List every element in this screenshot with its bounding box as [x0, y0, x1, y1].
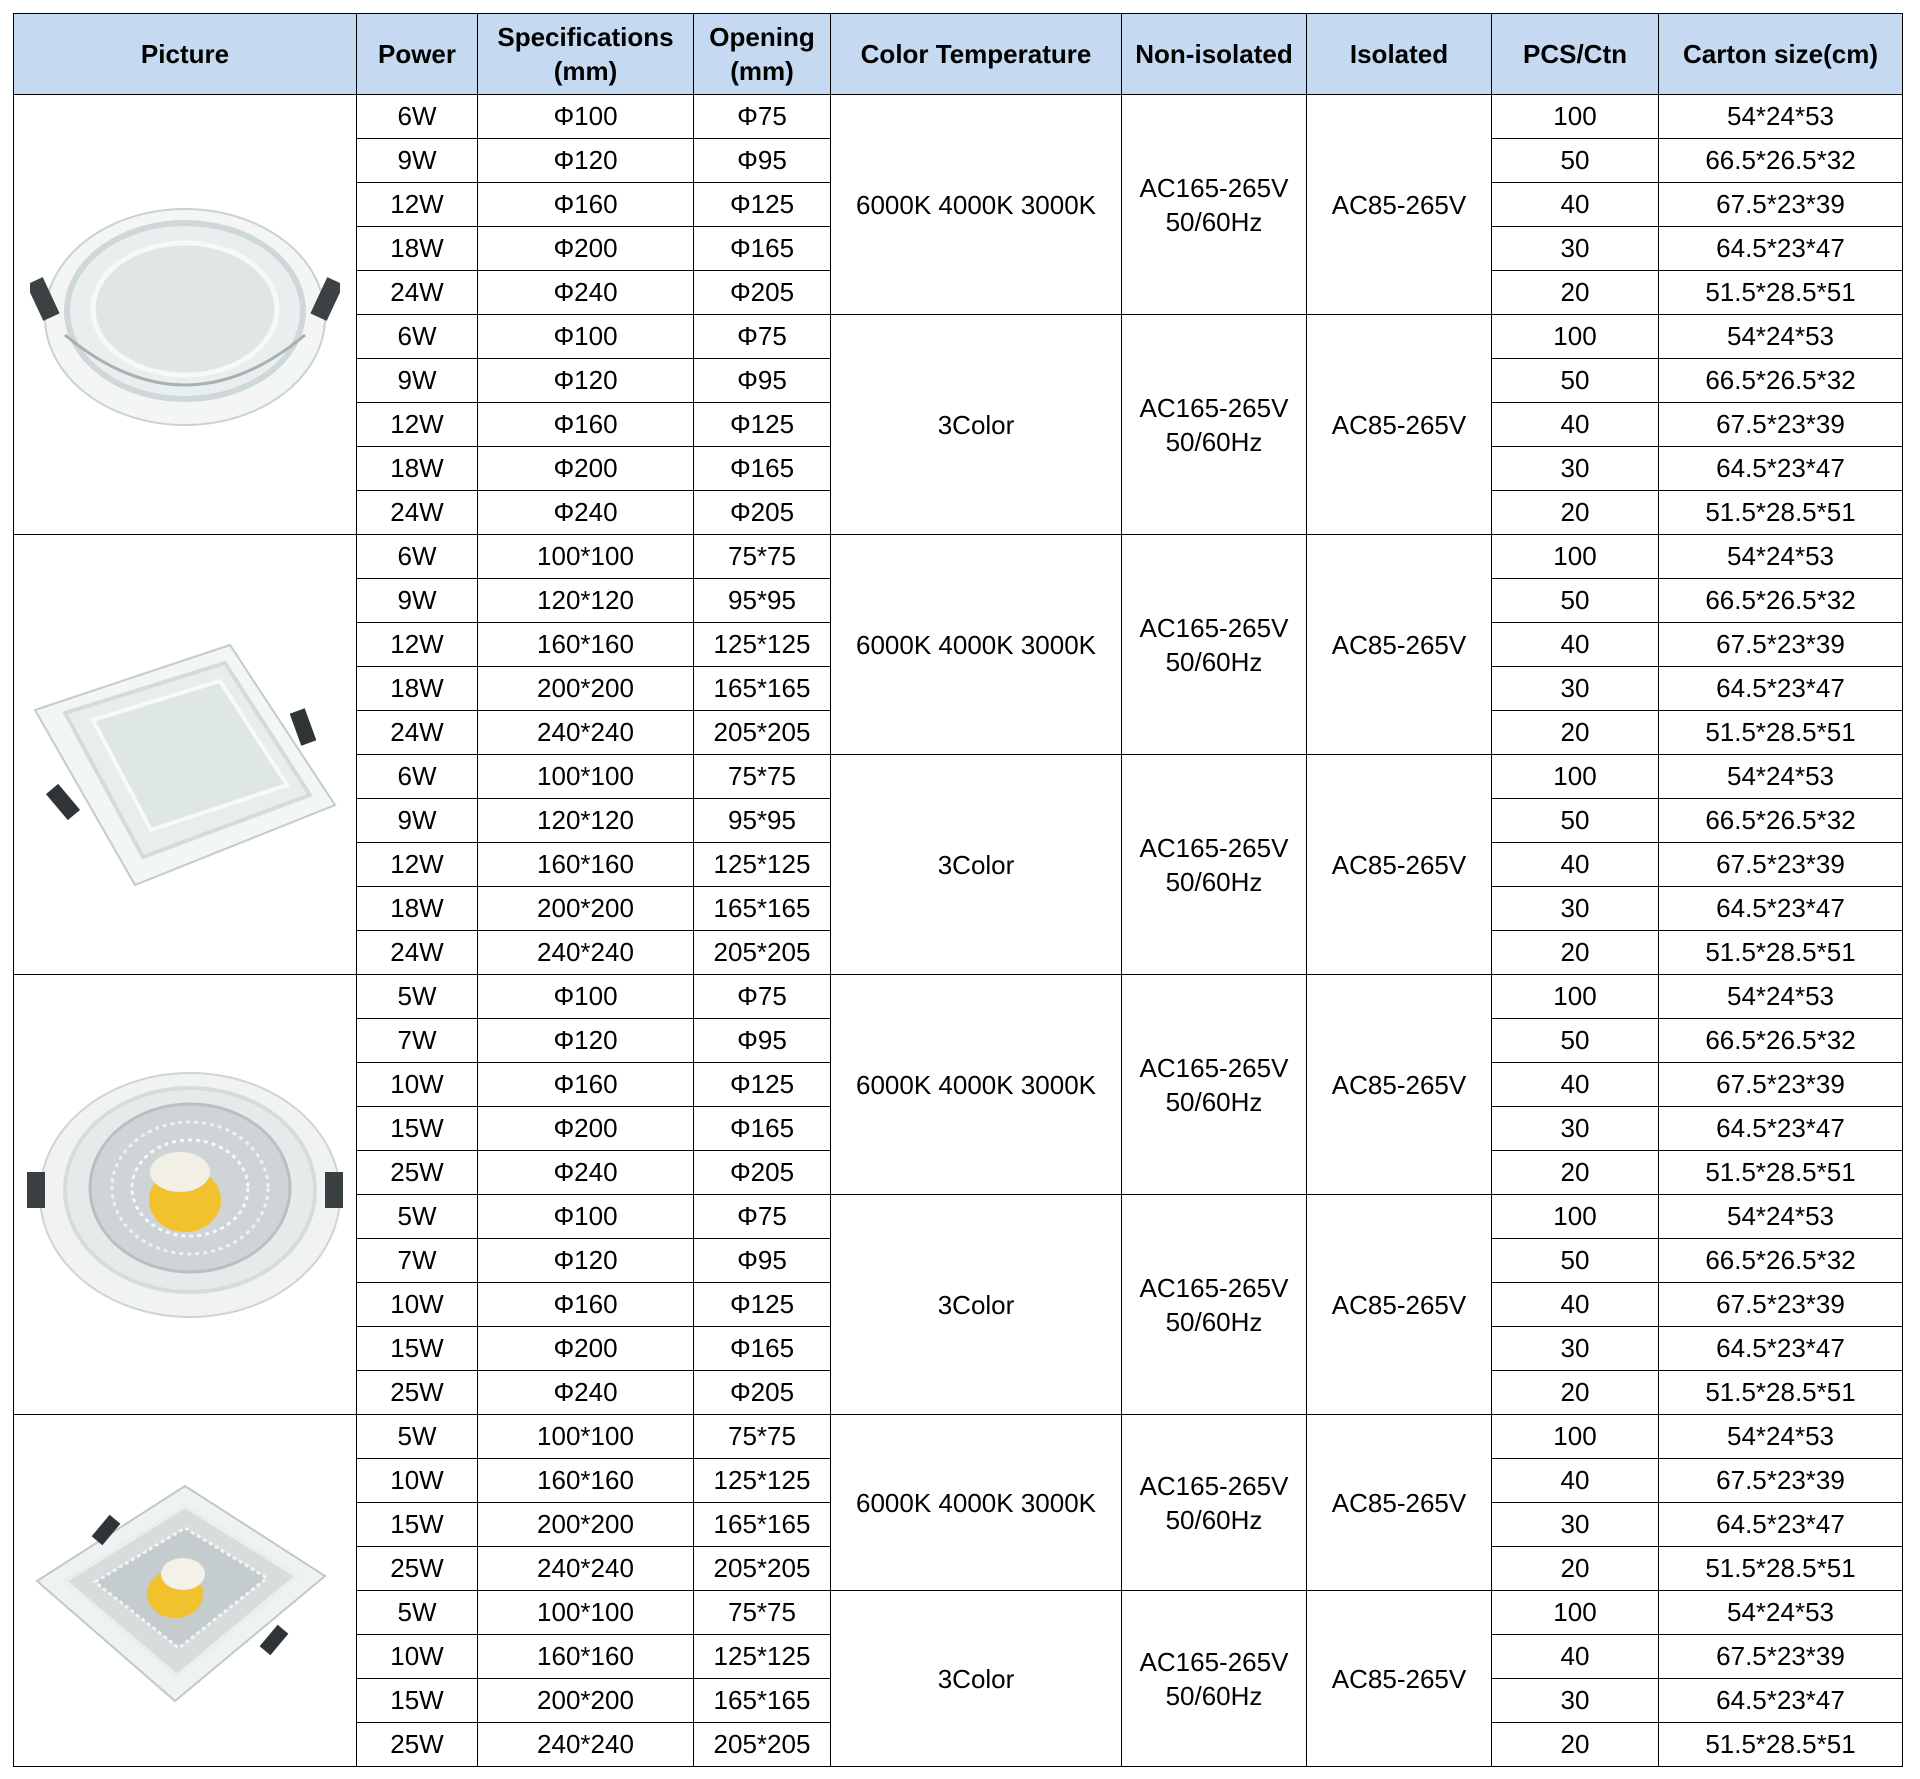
table-row [14, 1415, 1903, 1459]
opening-cell: 165*165 [694, 667, 831, 711]
specification-cell: 200*200 [478, 1679, 694, 1723]
specification-cell: 100*100 [478, 535, 694, 579]
power-cell: 5W [357, 1591, 478, 1635]
pcs-per-carton-cell: 50 [1492, 579, 1659, 623]
specification-cell: 200*200 [478, 1503, 694, 1547]
non-isolated-cell: AC165-265V 50/60Hz [1122, 315, 1307, 535]
carton-size-cell: 54*24*53 [1659, 95, 1903, 139]
carton-size-cell: 54*24*53 [1659, 1195, 1903, 1239]
specification-cell: Φ160 [478, 1283, 694, 1327]
product-picture [14, 1415, 357, 1767]
specification-cell: Φ120 [478, 1239, 694, 1283]
non-isolated-cell: AC165-265V 50/60Hz [1122, 95, 1307, 315]
specification-cell: Φ240 [478, 1371, 694, 1415]
table-body [14, 95, 1903, 1767]
pcs-per-carton-cell: 30 [1492, 447, 1659, 491]
pcs-per-carton-cell: 40 [1492, 1459, 1659, 1503]
power-cell: 12W [357, 623, 478, 667]
power-cell: 7W [357, 1019, 478, 1063]
round-cob-downlight-icon [14, 1060, 356, 1330]
carton-size-cell: 66.5*26.5*32 [1659, 1239, 1903, 1283]
specification-cell: 160*160 [478, 623, 694, 667]
power-cell: 18W [357, 447, 478, 491]
opening-cell: Φ95 [694, 1239, 831, 1283]
specification-cell: 240*240 [478, 1547, 694, 1591]
color-temperature-cell: 3Color [831, 755, 1122, 975]
header-power: Power [357, 14, 478, 95]
pcs-per-carton-cell: 30 [1492, 227, 1659, 271]
pcs-per-carton-cell: 30 [1492, 1679, 1659, 1723]
pcs-per-carton-cell: 100 [1492, 1591, 1659, 1635]
color-temperature-cell: 6000K 4000K 3000K [831, 975, 1122, 1195]
carton-size-cell: 51.5*28.5*51 [1659, 1151, 1903, 1195]
pcs-per-carton-cell: 40 [1492, 843, 1659, 887]
pcs-per-carton-cell: 50 [1492, 799, 1659, 843]
specification-cell: 240*240 [478, 931, 694, 975]
specification-cell: Φ200 [478, 1327, 694, 1371]
pcs-per-carton-cell: 20 [1492, 1547, 1659, 1591]
power-cell: 25W [357, 1547, 478, 1591]
opening-cell: 205*205 [694, 711, 831, 755]
isolated-cell: AC85-265V [1307, 1591, 1492, 1767]
header-non-isolated: Non-isolated [1122, 14, 1307, 95]
pcs-per-carton-cell: 40 [1492, 403, 1659, 447]
specification-cell: 160*160 [478, 1459, 694, 1503]
power-cell: 6W [357, 315, 478, 359]
power-cell: 24W [357, 491, 478, 535]
opening-cell: Φ205 [694, 1151, 831, 1195]
isolated-cell: AC85-265V [1307, 1415, 1492, 1591]
opening-cell: Φ75 [694, 95, 831, 139]
header-specifications: Specifications (mm) [478, 14, 694, 95]
opening-cell: Φ205 [694, 491, 831, 535]
opening-cell: 165*165 [694, 887, 831, 931]
power-cell: 9W [357, 799, 478, 843]
table-row [14, 535, 1903, 579]
specification-cell: Φ120 [478, 359, 694, 403]
opening-cell: 95*95 [694, 579, 831, 623]
pcs-per-carton-cell: 40 [1492, 1283, 1659, 1327]
pcs-per-carton-cell: 50 [1492, 1239, 1659, 1283]
opening-cell: Φ95 [694, 359, 831, 403]
pcs-per-carton-cell: 40 [1492, 183, 1659, 227]
carton-size-cell: 64.5*23*47 [1659, 227, 1903, 271]
opening-cell: Φ205 [694, 271, 831, 315]
carton-size-cell: 64.5*23*47 [1659, 447, 1903, 491]
power-cell: 12W [357, 183, 478, 227]
power-cell: 24W [357, 271, 478, 315]
specification-cell: Φ120 [478, 1019, 694, 1063]
power-cell: 5W [357, 975, 478, 1019]
specification-cell: 120*120 [478, 799, 694, 843]
carton-size-cell: 64.5*23*47 [1659, 667, 1903, 711]
header-color-temperature: Color Temperature [831, 14, 1122, 95]
specification-cell: Φ200 [478, 447, 694, 491]
isolated-cell: AC85-265V [1307, 535, 1492, 755]
opening-cell: Φ95 [694, 139, 831, 183]
opening-cell: Φ125 [694, 1063, 831, 1107]
carton-size-cell: 51.5*28.5*51 [1659, 491, 1903, 535]
pcs-per-carton-cell: 30 [1492, 1107, 1659, 1151]
specification-cell: 160*160 [478, 843, 694, 887]
color-temperature-cell: 3Color [831, 1195, 1122, 1415]
power-cell: 12W [357, 403, 478, 447]
opening-cell: 125*125 [694, 1635, 831, 1679]
power-cell: 10W [357, 1635, 478, 1679]
carton-size-cell: 64.5*23*47 [1659, 887, 1903, 931]
carton-size-cell: 66.5*26.5*32 [1659, 139, 1903, 183]
power-cell: 9W [357, 579, 478, 623]
square-cob-downlight-icon [14, 1476, 356, 1706]
opening-cell: 125*125 [694, 623, 831, 667]
power-cell: 18W [357, 667, 478, 711]
power-cell: 18W [357, 227, 478, 271]
power-cell: 15W [357, 1327, 478, 1371]
opening-cell: Φ75 [694, 315, 831, 359]
opening-cell: Φ95 [694, 1019, 831, 1063]
carton-size-cell: 51.5*28.5*51 [1659, 1547, 1903, 1591]
carton-size-cell: 54*24*53 [1659, 535, 1903, 579]
power-cell: 10W [357, 1063, 478, 1107]
power-cell: 9W [357, 139, 478, 183]
opening-cell: Φ75 [694, 975, 831, 1019]
power-cell: 24W [357, 711, 478, 755]
pcs-per-carton-cell: 100 [1492, 1195, 1659, 1239]
power-cell: 25W [357, 1371, 478, 1415]
table-row [14, 975, 1903, 1019]
color-temperature-cell: 6000K 4000K 3000K [831, 535, 1122, 755]
pcs-per-carton-cell: 20 [1492, 271, 1659, 315]
opening-cell: 75*75 [694, 755, 831, 799]
isolated-cell: AC85-265V [1307, 315, 1492, 535]
carton-size-cell: 66.5*26.5*32 [1659, 579, 1903, 623]
pcs-per-carton-cell: 40 [1492, 1635, 1659, 1679]
specification-cell: 100*100 [478, 755, 694, 799]
pcs-per-carton-cell: 50 [1492, 359, 1659, 403]
specification-cell: Φ100 [478, 315, 694, 359]
table-row [14, 95, 1903, 139]
color-temperature-cell: 6000K 4000K 3000K [831, 1415, 1122, 1591]
isolated-cell: AC85-265V [1307, 975, 1492, 1195]
carton-size-cell: 66.5*26.5*32 [1659, 359, 1903, 403]
power-cell: 15W [357, 1679, 478, 1723]
specification-cell: Φ240 [478, 491, 694, 535]
pcs-per-carton-cell: 50 [1492, 1019, 1659, 1063]
header-picture: Picture [14, 14, 357, 95]
power-cell: 18W [357, 887, 478, 931]
pcs-per-carton-cell: 100 [1492, 95, 1659, 139]
carton-size-cell: 51.5*28.5*51 [1659, 1371, 1903, 1415]
pcs-per-carton-cell: 100 [1492, 535, 1659, 579]
opening-cell: Φ75 [694, 1195, 831, 1239]
power-cell: 10W [357, 1459, 478, 1503]
carton-size-cell: 54*24*53 [1659, 975, 1903, 1019]
carton-size-cell: 64.5*23*47 [1659, 1679, 1903, 1723]
specification-cell: Φ240 [478, 271, 694, 315]
isolated-cell: AC85-265V [1307, 95, 1492, 315]
opening-cell: Φ165 [694, 227, 831, 271]
carton-size-cell: 51.5*28.5*51 [1659, 1723, 1903, 1767]
specification-cell: Φ160 [478, 403, 694, 447]
opening-cell: Φ165 [694, 1107, 831, 1151]
square-glass-panel-light-icon [14, 605, 356, 905]
header-carton-size: Carton size(cm) [1659, 14, 1903, 95]
specification-cell: Φ100 [478, 95, 694, 139]
carton-size-cell: 51.5*28.5*51 [1659, 271, 1903, 315]
opening-cell: Φ205 [694, 1371, 831, 1415]
opening-cell: 75*75 [694, 1591, 831, 1635]
opening-cell: 165*165 [694, 1679, 831, 1723]
carton-size-cell: 67.5*23*39 [1659, 403, 1903, 447]
product-picture [14, 975, 357, 1415]
opening-cell: 205*205 [694, 1547, 831, 1591]
pcs-per-carton-cell: 100 [1492, 755, 1659, 799]
carton-size-cell: 51.5*28.5*51 [1659, 711, 1903, 755]
opening-cell: Φ125 [694, 403, 831, 447]
pcs-per-carton-cell: 30 [1492, 1503, 1659, 1547]
carton-size-cell: 54*24*53 [1659, 755, 1903, 799]
carton-size-cell: 51.5*28.5*51 [1659, 931, 1903, 975]
pcs-per-carton-cell: 40 [1492, 623, 1659, 667]
carton-size-cell: 64.5*23*47 [1659, 1107, 1903, 1151]
opening-cell: 125*125 [694, 843, 831, 887]
specification-cell: 200*200 [478, 887, 694, 931]
opening-cell: 95*95 [694, 799, 831, 843]
spec-table [13, 13, 1903, 1767]
opening-cell: 165*165 [694, 1503, 831, 1547]
power-cell: 6W [357, 95, 478, 139]
header-isolated: Isolated [1307, 14, 1492, 95]
specification-cell: 100*100 [478, 1591, 694, 1635]
specification-cell: 100*100 [478, 1415, 694, 1459]
opening-cell: Φ125 [694, 1283, 831, 1327]
non-isolated-cell: AC165-265V 50/60Hz [1122, 1591, 1307, 1767]
non-isolated-cell: AC165-265V 50/60Hz [1122, 975, 1307, 1195]
power-cell: 12W [357, 843, 478, 887]
opening-cell: 125*125 [694, 1459, 831, 1503]
pcs-per-carton-cell: 100 [1492, 1415, 1659, 1459]
power-cell: 15W [357, 1107, 478, 1151]
specification-cell: Φ100 [478, 975, 694, 1019]
opening-cell: 75*75 [694, 1415, 831, 1459]
opening-cell: 205*205 [694, 931, 831, 975]
power-cell: 6W [357, 755, 478, 799]
carton-size-cell: 66.5*26.5*32 [1659, 1019, 1903, 1063]
non-isolated-cell: AC165-265V 50/60Hz [1122, 755, 1307, 975]
specification-cell: Φ160 [478, 1063, 694, 1107]
non-isolated-cell: AC165-265V 50/60Hz [1122, 535, 1307, 755]
carton-size-cell: 67.5*23*39 [1659, 183, 1903, 227]
power-cell: 5W [357, 1415, 478, 1459]
power-cell: 15W [357, 1503, 478, 1547]
power-cell: 25W [357, 1723, 478, 1767]
isolated-cell: AC85-265V [1307, 1195, 1492, 1415]
pcs-per-carton-cell: 20 [1492, 1151, 1659, 1195]
specification-cell: 120*120 [478, 579, 694, 623]
pcs-per-carton-cell: 20 [1492, 491, 1659, 535]
power-cell: 24W [357, 931, 478, 975]
non-isolated-cell: AC165-265V 50/60Hz [1122, 1415, 1307, 1591]
specification-cell: Φ200 [478, 1107, 694, 1151]
power-cell: 7W [357, 1239, 478, 1283]
product-picture [14, 95, 357, 535]
carton-size-cell: 67.5*23*39 [1659, 1063, 1903, 1107]
pcs-per-carton-cell: 20 [1492, 1371, 1659, 1415]
opening-cell: Φ125 [694, 183, 831, 227]
specification-cell: 160*160 [478, 1635, 694, 1679]
carton-size-cell: 67.5*23*39 [1659, 843, 1903, 887]
specification-cell: 240*240 [478, 1723, 694, 1767]
opening-cell: Φ165 [694, 1327, 831, 1371]
specification-cell: Φ200 [478, 227, 694, 271]
header-opening: Opening (mm) [694, 14, 831, 95]
pcs-per-carton-cell: 30 [1492, 887, 1659, 931]
pcs-per-carton-cell: 100 [1492, 975, 1659, 1019]
opening-cell: 75*75 [694, 535, 831, 579]
pcs-per-carton-cell: 30 [1492, 1327, 1659, 1371]
pcs-per-carton-cell: 100 [1492, 315, 1659, 359]
product-picture [14, 535, 357, 975]
carton-size-cell: 67.5*23*39 [1659, 1459, 1903, 1503]
power-cell: 10W [357, 1283, 478, 1327]
header-row [14, 14, 1903, 95]
non-isolated-cell: AC165-265V 50/60Hz [1122, 1195, 1307, 1415]
pcs-per-carton-cell: 50 [1492, 139, 1659, 183]
color-temperature-cell: 3Color [831, 315, 1122, 535]
carton-size-cell: 54*24*53 [1659, 1591, 1903, 1635]
pcs-per-carton-cell: 20 [1492, 711, 1659, 755]
carton-size-cell: 54*24*53 [1659, 315, 1903, 359]
opening-cell: 205*205 [694, 1723, 831, 1767]
pcs-per-carton-cell: 30 [1492, 667, 1659, 711]
opening-cell: Φ165 [694, 447, 831, 491]
color-temperature-cell: 3Color [831, 1591, 1122, 1767]
power-cell: 6W [357, 535, 478, 579]
color-temperature-cell: 6000K 4000K 3000K [831, 95, 1122, 315]
header-pcs-ctn: PCS/Ctn [1492, 14, 1659, 95]
carton-size-cell: 54*24*53 [1659, 1415, 1903, 1459]
pcs-per-carton-cell: 20 [1492, 931, 1659, 975]
specification-cell: Φ240 [478, 1151, 694, 1195]
carton-size-cell: 67.5*23*39 [1659, 623, 1903, 667]
carton-size-cell: 64.5*23*47 [1659, 1327, 1903, 1371]
isolated-cell: AC85-265V [1307, 755, 1492, 975]
specification-cell: Φ160 [478, 183, 694, 227]
pcs-per-carton-cell: 20 [1492, 1723, 1659, 1767]
round-glass-panel-light-icon [14, 185, 356, 445]
power-cell: 25W [357, 1151, 478, 1195]
carton-size-cell: 64.5*23*47 [1659, 1503, 1903, 1547]
specification-cell: Φ100 [478, 1195, 694, 1239]
specification-cell: Φ120 [478, 139, 694, 183]
specification-cell: 200*200 [478, 667, 694, 711]
power-cell: 9W [357, 359, 478, 403]
pcs-per-carton-cell: 40 [1492, 1063, 1659, 1107]
carton-size-cell: 67.5*23*39 [1659, 1635, 1903, 1679]
carton-size-cell: 66.5*26.5*32 [1659, 799, 1903, 843]
carton-size-cell: 67.5*23*39 [1659, 1283, 1903, 1327]
power-cell: 5W [357, 1195, 478, 1239]
specification-cell: 240*240 [478, 711, 694, 755]
